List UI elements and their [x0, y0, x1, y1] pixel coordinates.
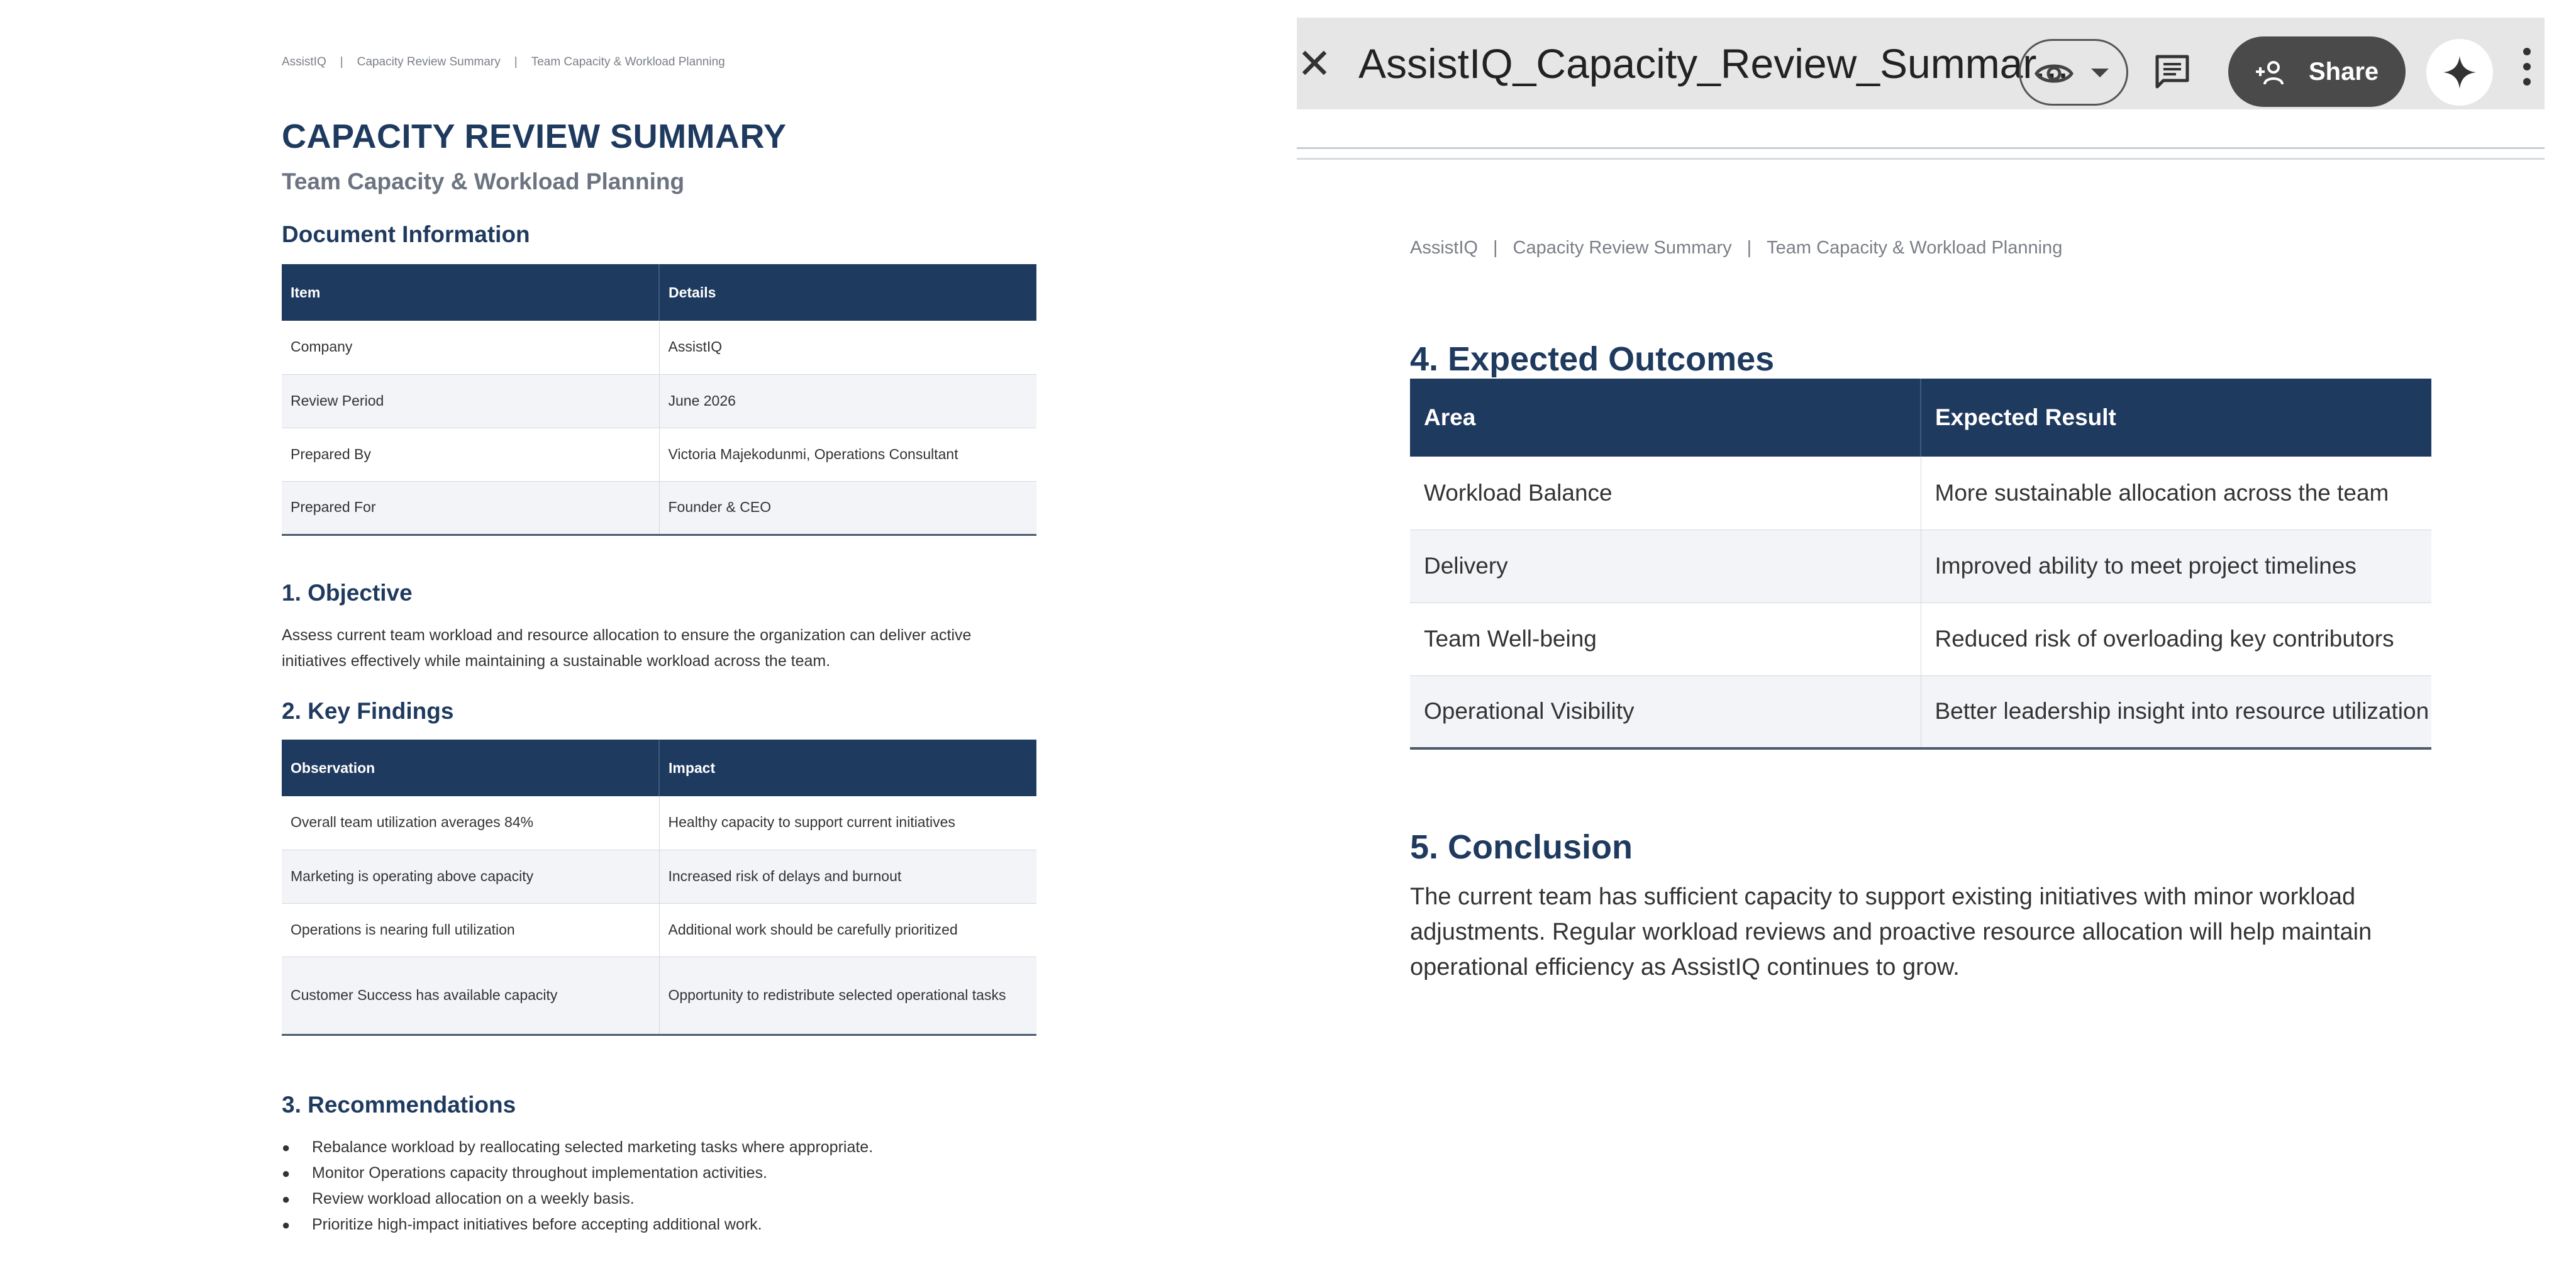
table-cell: Improved ability to meet project timelines [1921, 530, 2431, 602]
table-header-row [282, 264, 1036, 321]
list-item [282, 1186, 873, 1212]
findings-table [282, 740, 1036, 1036]
share-button[interactable] [2228, 36, 2406, 107]
bullet-icon: ● [282, 1140, 291, 1155]
table-header-row [282, 740, 1036, 796]
table-cell: Additional work should be carefully prioritized [659, 903, 1036, 957]
column-header: Item [282, 264, 659, 321]
doc-info-table [282, 264, 1036, 536]
column-header: Area [1410, 379, 1921, 457]
findings-heading: 2. Key Findings [282, 698, 454, 724]
objective-heading: 1. Objective [282, 580, 413, 606]
bullet-icon: ● [282, 1165, 291, 1181]
table-cell: Marketing is operating above capacity [282, 850, 659, 903]
table-row [1410, 675, 2431, 748]
column-header: Expected Result [1921, 379, 2431, 457]
gemini-button[interactable] [2426, 39, 2493, 106]
sparkle-icon [2442, 55, 2477, 90]
table-row [282, 796, 1036, 850]
table-cell: Increased risk of delays and burnout [659, 850, 1036, 903]
breadcrumb-item: Team Capacity & Workload Planning [531, 55, 725, 69]
table-cell: Review Period [282, 374, 659, 428]
conclusion-text: The current team has sufficient capacity to support existing initiatives with minor workload adjustments. Regular workload reviews and proactive resource allocation will help maintain operational efficiency as AssistIQ continues to grow. [1410, 884, 2372, 980]
table-cell: Opportunity to redistribute selected operational tasks [659, 957, 1036, 1035]
document-subtitle: Team Capacity & Workload Planning [282, 169, 685, 194]
document-filename: AssistIQ_Capacity_Review_Summar... [1358, 40, 2069, 87]
more-vert-icon[interactable] [2521, 48, 2533, 98]
table-cell: Healthy capacity to support current initiatives [659, 796, 1036, 850]
recommendations-heading: 3. Recommendations [282, 1092, 516, 1118]
table-cell: Delivery [1410, 530, 1921, 602]
table-cell: Prepared For [282, 481, 659, 535]
breadcrumb-separator: | [514, 55, 518, 69]
conclusion-heading: 5. Conclusion [1410, 828, 1633, 866]
breadcrumb-separator: | [1746, 238, 1752, 258]
list-item-text: Prioritize high-impact initiatives before accepting additional work. [312, 1216, 762, 1233]
list-item [282, 1212, 873, 1238]
outcomes-table [1410, 379, 2431, 750]
table-row [282, 481, 1036, 535]
list-item-text: Monitor Operations capacity throughout implementation activities. [312, 1164, 767, 1182]
breadcrumb-separator: | [1492, 238, 1498, 258]
table-cell: AssistIQ [659, 321, 1036, 374]
bullet-icon: ● [282, 1217, 291, 1233]
breadcrumb-item: AssistIQ [1410, 238, 1478, 258]
table-cell: Better leadership insight into resource utilization [1921, 675, 2431, 748]
table-header-row [1410, 379, 2431, 457]
document-page-left [282, 38, 1036, 1288]
table-cell: Operational Visibility [1410, 675, 1921, 748]
table-row [1410, 457, 2431, 530]
eye-icon [2035, 60, 2074, 87]
column-header: Observation [282, 740, 659, 796]
list-item-text: Rebalance workload by reallocating selected marketing tasks where appropriate. [312, 1138, 874, 1156]
recommendations-list [282, 1135, 873, 1238]
table-cell: Reduced risk of overloading key contributors [1921, 602, 2431, 675]
table-cell: Prepared By [282, 428, 659, 481]
table-cell: Customer Success has available capacity [282, 957, 659, 1035]
list-item [282, 1135, 873, 1160]
table-cell: Victoria Majekodunmi, Operations Consultant [659, 428, 1036, 481]
close-icon[interactable]: ✕ [1297, 40, 1332, 88]
table-row [1410, 530, 2431, 602]
column-header: Impact [659, 740, 1036, 796]
table-cell: Founder & CEO [659, 481, 1036, 535]
viewer-toolbar [1297, 18, 2545, 109]
comment-button[interactable] [2153, 53, 2191, 94]
table-row [282, 374, 1036, 428]
outcomes-heading: 4. Expected Outcomes [1410, 340, 1775, 378]
list-item-text: Review workload allocation on a weekly basis. [312, 1190, 635, 1208]
table-row [282, 428, 1036, 481]
breadcrumb-item: Team Capacity & Workload Planning [1767, 238, 2063, 258]
breadcrumb-item: Capacity Review Summary [357, 55, 501, 69]
table-cell: June 2026 [659, 374, 1036, 428]
table-row [1410, 602, 2431, 675]
table-row [282, 321, 1036, 374]
document-title: CAPACITY REVIEW SUMMARY [282, 118, 787, 155]
breadcrumb-separator: | [340, 55, 343, 69]
table-cell: More sustainable allocation across the team [1921, 457, 2431, 530]
table-row [282, 957, 1036, 1035]
add-person-icon [2255, 60, 2287, 86]
table-cell: Company [282, 321, 659, 374]
breadcrumb [1410, 238, 2062, 258]
table-row [282, 850, 1036, 903]
breadcrumb [282, 55, 725, 69]
bullet-icon: ● [282, 1191, 291, 1207]
table-row [282, 903, 1036, 957]
view-mode-button[interactable] [2019, 39, 2128, 106]
table-cell: Overall team utilization averages 84% [282, 796, 659, 850]
column-header: Details [659, 264, 1036, 321]
page-divider [1297, 147, 2545, 160]
comment-icon [2153, 53, 2191, 91]
doc-info-heading: Document Information [282, 221, 530, 247]
table-cell: Workload Balance [1410, 457, 1921, 530]
objective-text: Assess current team workload and resource allocation to ensure the organization can deliver active initiatives effectively while maintaining a sustainable workload across the team. [282, 626, 972, 670]
chevron-down-icon [2091, 69, 2109, 77]
document-viewer [1297, 18, 2545, 1288]
share-label: Share [2309, 58, 2379, 86]
breadcrumb-item: Capacity Review Summary [1513, 238, 1732, 258]
list-item [282, 1160, 873, 1186]
breadcrumb-item: AssistIQ [282, 55, 326, 69]
table-cell: Team Well-being [1410, 602, 1921, 675]
table-cell: Operations is nearing full utilization [282, 903, 659, 957]
